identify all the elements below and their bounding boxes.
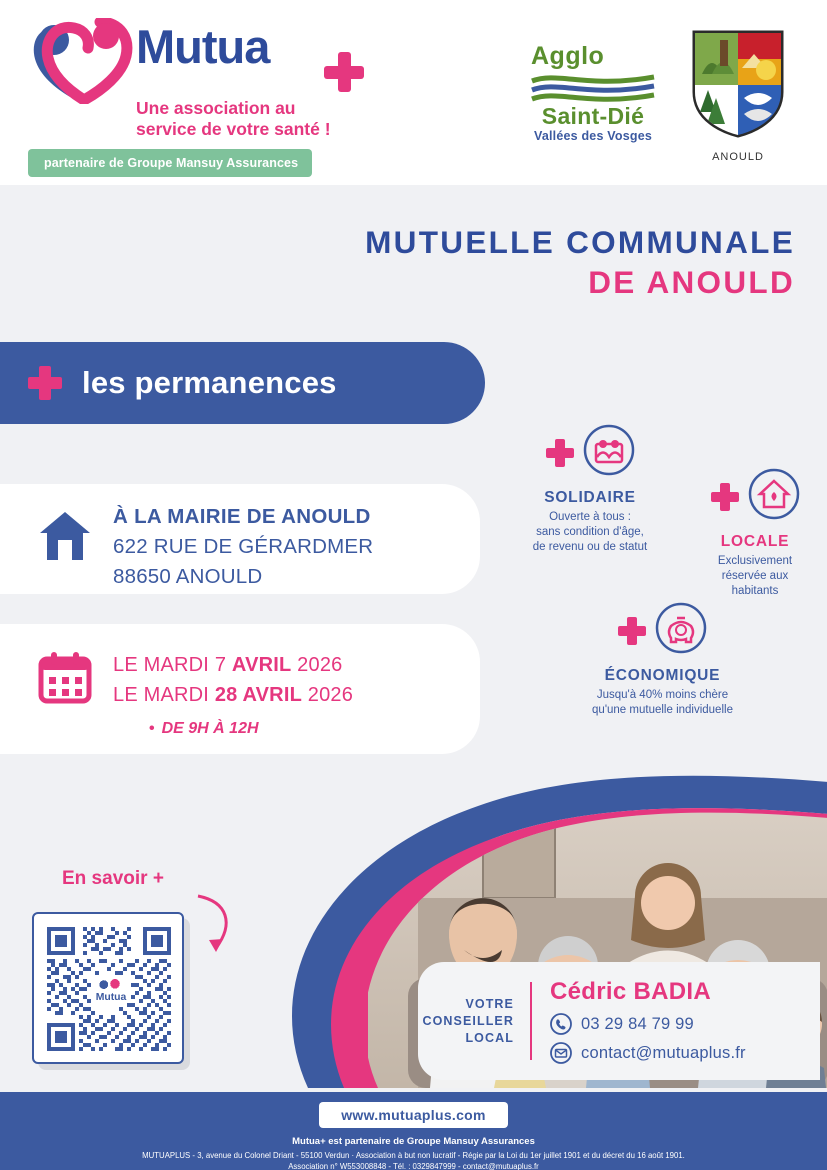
role-line-3: LOCAL — [465, 1030, 514, 1045]
permanences-banner — [0, 342, 485, 424]
footer-line-1: Mutua+ est partenaire de Groupe Mansuy Assurances — [292, 1136, 535, 1147]
plus-cross-icon — [324, 52, 364, 92]
feature-desc-3: de revenu ou de statut — [532, 541, 648, 553]
website-link[interactable]: www.mutuaplus.com — [319, 1102, 508, 1128]
qr-label: En savoir + — [62, 868, 164, 889]
phone-row[interactable] — [550, 1013, 746, 1035]
feature-desc-1: Jusqu'à 40% moins chère — [596, 689, 729, 701]
plus-cross-icon — [28, 366, 62, 400]
date1-bold: AVRIL — [231, 654, 292, 676]
hours-text: DE 9H À 12H — [161, 720, 259, 737]
blason-icon — [686, 28, 790, 140]
agglo-line-1: Agglo — [531, 42, 605, 70]
address-line-2: 622 RUE DE GÉRARDMER — [113, 535, 374, 558]
feature-desc-2: sans condition d'âge, — [536, 526, 644, 538]
footer-line-3: Association n° W553008848 - Tél. : 0329847999 - contact@mutuaplus.fr — [288, 1162, 539, 1170]
brand-tagline — [136, 98, 388, 140]
feature-desc-2: réservée aux — [721, 570, 789, 582]
tagline-line-1: Une association au — [136, 98, 296, 118]
address-lines — [113, 502, 373, 592]
phone-number: 03 29 84 79 99 — [581, 1014, 694, 1033]
feature-desc-1: Exclusivement — [717, 555, 793, 567]
mutua-heart-icon — [28, 18, 140, 104]
address-line-1: À LA MAIRIE DE ANOULD — [113, 505, 371, 528]
house-circle-icon — [748, 468, 800, 525]
feature-economique — [555, 602, 770, 718]
qr-code-image[interactable] — [43, 923, 175, 1055]
agglo-line-2: Saint-Dié — [541, 103, 645, 129]
plus-cross-icon — [711, 483, 739, 511]
date2-suffix: 2026 — [302, 684, 354, 706]
qr-code[interactable] — [32, 912, 184, 1064]
header — [0, 0, 827, 185]
feature-desc-2: qu'une mutuelle individuelle — [592, 704, 733, 716]
contact-role — [418, 996, 530, 1047]
date1-prefix: LE MARDI 7 — [113, 654, 232, 676]
coat-of-arms — [686, 28, 790, 163]
envelope-icon — [550, 1042, 572, 1064]
date2-prefix: LE MARDI — [113, 684, 215, 706]
people-circle-icon — [583, 424, 635, 481]
curved-arrow-icon — [192, 890, 240, 960]
partner-badge: partenaire de Groupe Mansuy Assurances — [28, 149, 312, 177]
feature-locale — [680, 468, 827, 599]
home-icon — [38, 510, 92, 567]
role-line-1: VOTRE — [465, 996, 514, 1011]
title-line-2: DE ANOULD — [588, 264, 795, 300]
plus-cross-icon — [546, 439, 574, 467]
dates-card — [0, 624, 480, 754]
agglo-line-3: Vallées des Vosges — [533, 129, 653, 143]
permanences-label: les permanences — [82, 365, 337, 400]
feature-title: ÉCONOMIQUE — [604, 667, 721, 684]
piggy-bank-circle-icon — [655, 602, 707, 659]
plus-cross-icon — [618, 617, 646, 645]
title-line-1: MUTUELLE COMMUNALE — [365, 224, 795, 260]
contact-card — [418, 962, 820, 1080]
feature-title: SOLIDAIRE — [544, 489, 636, 506]
tagline-line-2: service de votre santé ! — [136, 119, 331, 139]
date-row — [113, 650, 353, 680]
dates-lines — [113, 650, 353, 738]
feature-title: LOCALE — [720, 533, 790, 550]
blason-label: ANOULD — [712, 151, 764, 163]
phone-icon — [550, 1013, 572, 1035]
bullet-icon: • — [149, 720, 155, 737]
feature-solidaire — [500, 424, 680, 555]
address-line-3: 88650 ANOULD — [113, 565, 263, 588]
page-title — [365, 222, 795, 302]
agglo-waves-icon — [527, 73, 659, 103]
footer-line-2: MUTUAPLUS - 3, avenue du Colonel Driant - 55100 Verdun · Association à but non lucratif - Régie par la Loi du 1er juillet 1901 et du décret du 16 août 1901. — [142, 1151, 685, 1160]
feature-desc-1: Ouverte à tous : — [549, 511, 631, 523]
agglo-logo — [527, 42, 659, 143]
email-address: contact@mutuaplus.fr — [581, 1043, 746, 1062]
calendar-icon — [38, 650, 92, 709]
email-row[interactable] — [550, 1042, 746, 1064]
brand-logo — [28, 18, 388, 177]
date1-suffix: 2026 — [291, 654, 343, 676]
footer — [0, 1092, 827, 1170]
qr-brand-text: Mutua — [95, 991, 127, 1003]
date-row — [113, 680, 353, 710]
advisor-name: Cédric BADIA — [550, 978, 711, 1005]
feature-desc-3: habitants — [731, 585, 779, 597]
date2-bold: 28 AVRIL — [214, 684, 303, 706]
opening-hours — [149, 720, 353, 738]
address-card — [0, 484, 480, 594]
logo-wordmark: Mutua — [136, 20, 270, 73]
role-line-2: CONSEILLER — [422, 1013, 514, 1028]
